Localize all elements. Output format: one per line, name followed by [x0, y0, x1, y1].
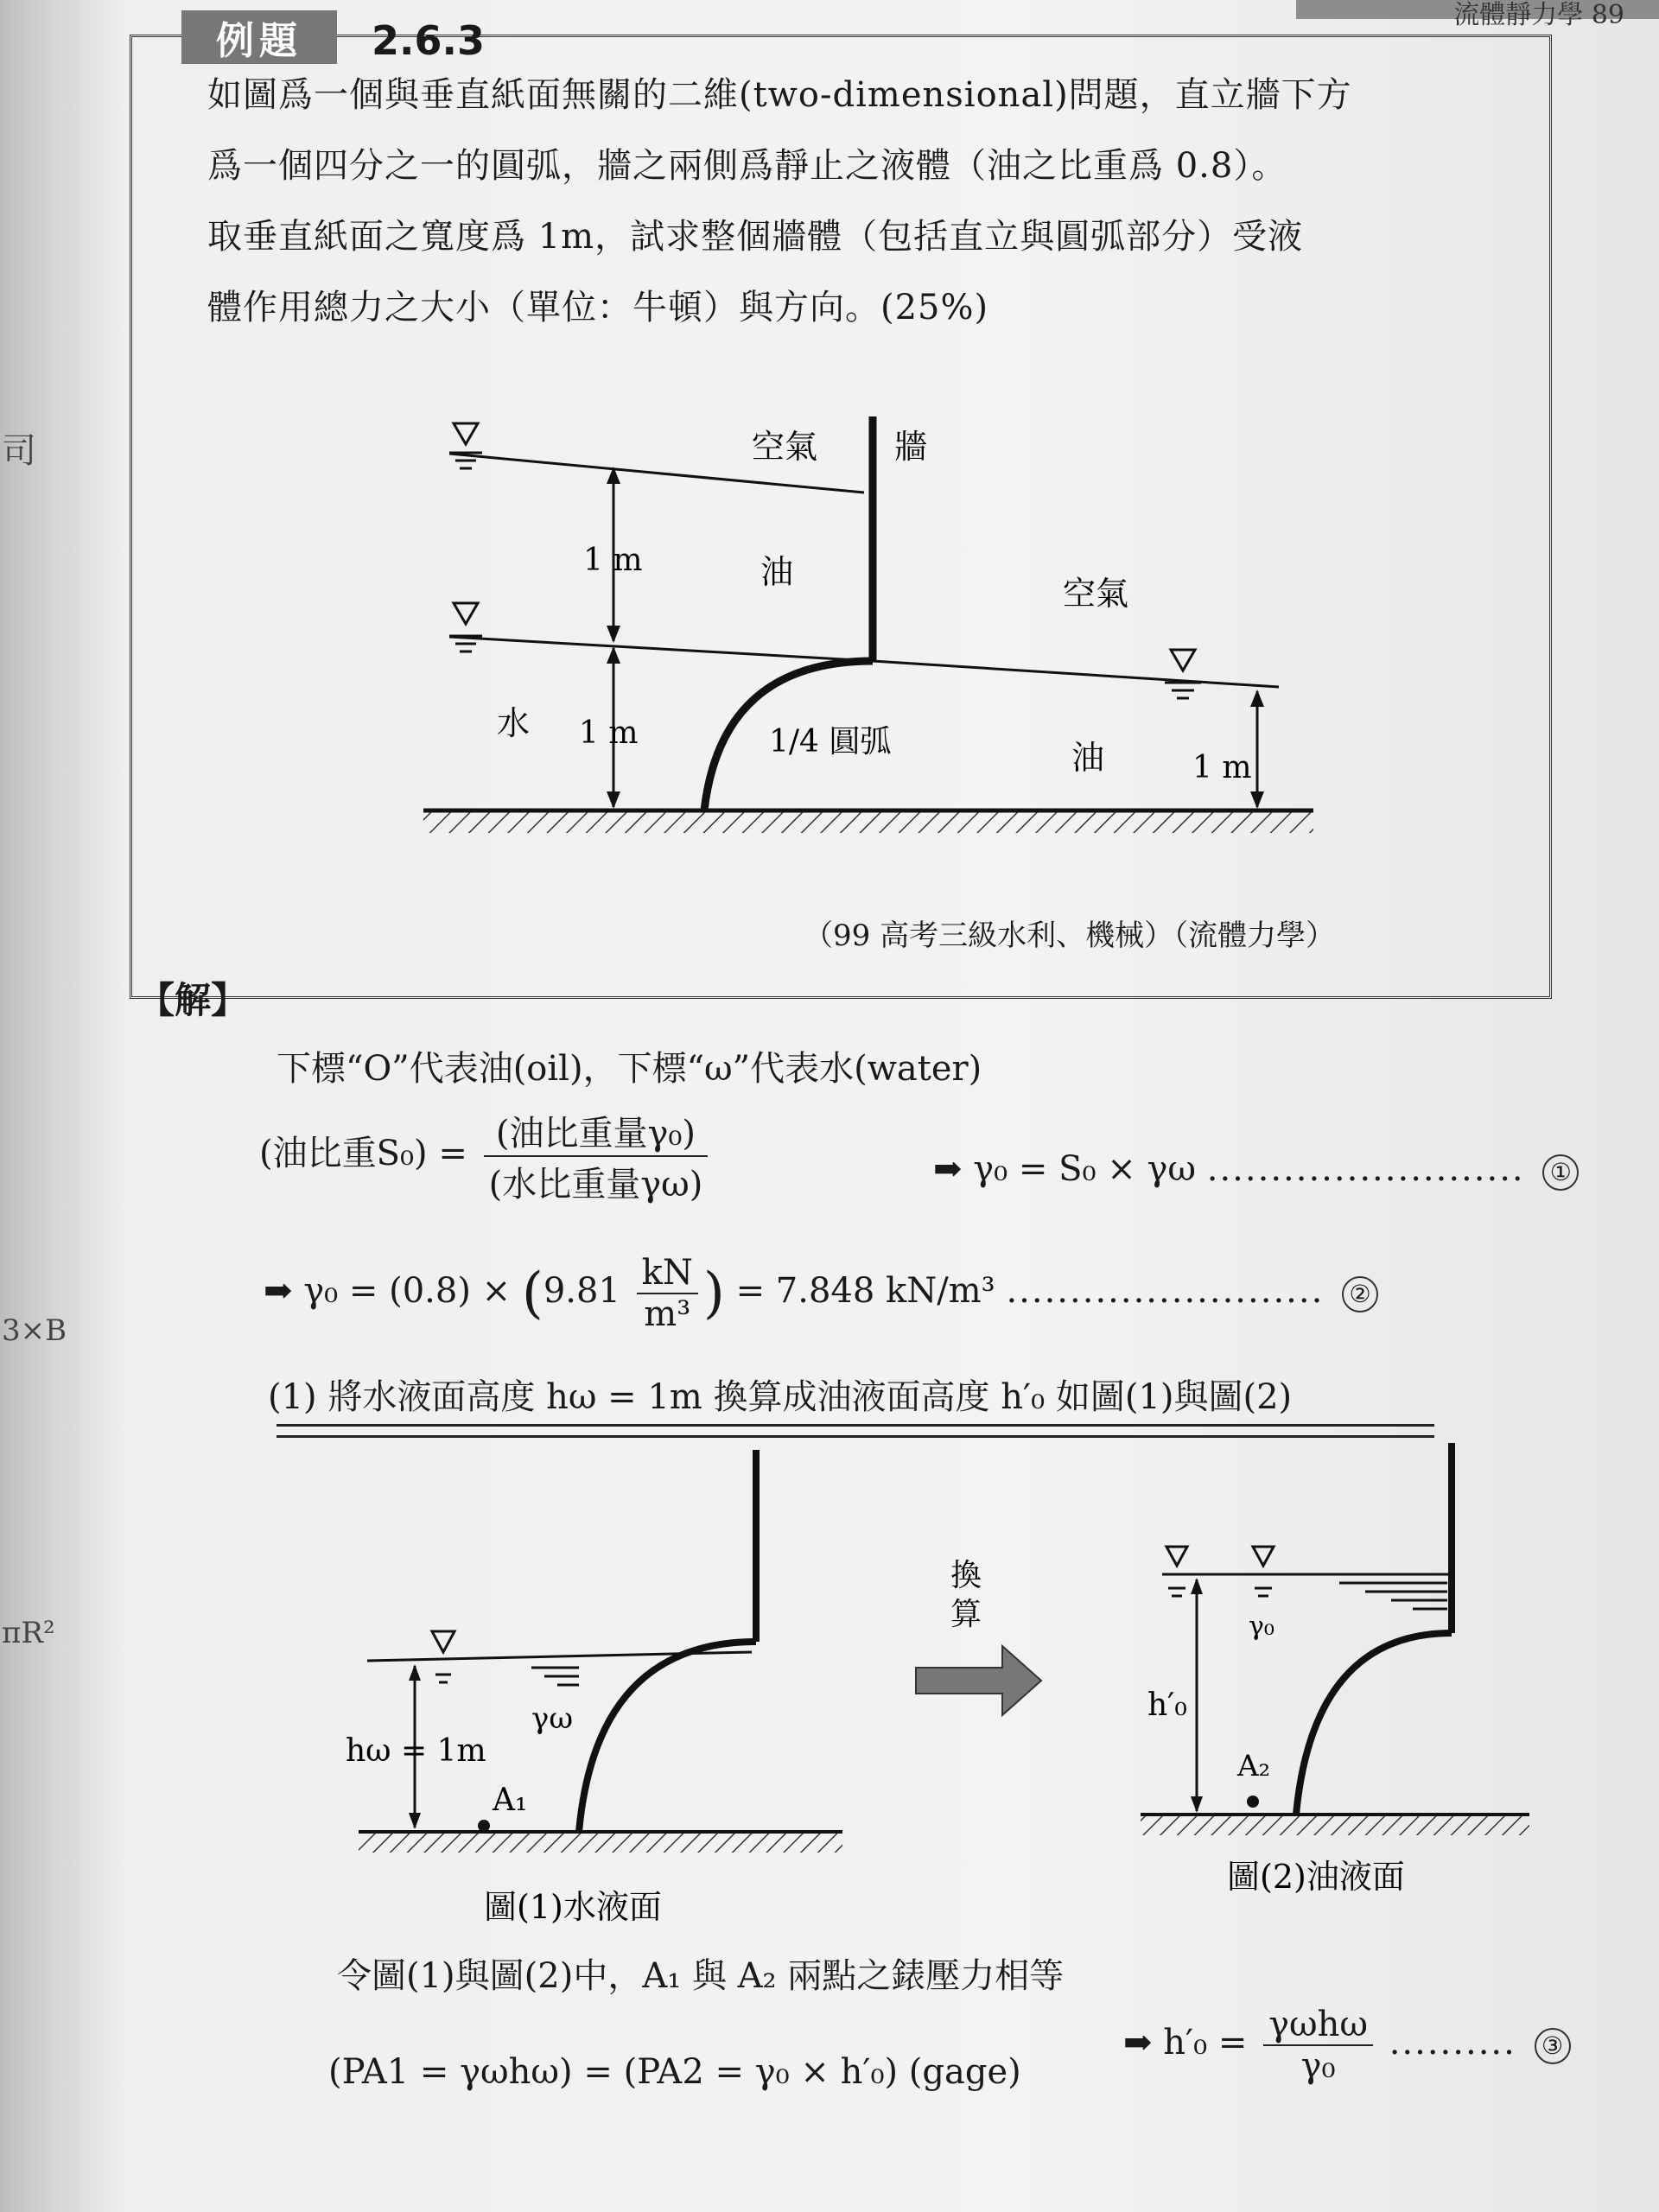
surface-lines-icon — [531, 1668, 579, 1685]
convert-label-1: 換 — [950, 1558, 982, 1593]
leader-dots: ......................... — [1006, 1271, 1325, 1311]
equation-3-rhs — [1123, 2005, 1571, 2086]
solution-label: 【解】 — [138, 979, 248, 1021]
fig2-height-label: h′₀ — [1147, 1688, 1187, 1723]
step-1-heading: (1) 將水液面高度 hω = 1m 換算成油液面高度 h′₀ 如圖(1)與圖(2) — [268, 1377, 1293, 1417]
eq1-fraction — [484, 1106, 709, 1206]
fig2-gamma-label: γ₀ — [1249, 1611, 1274, 1642]
label-water: 水 — [497, 704, 531, 742]
fig2-point-label: A₂ — [1237, 1749, 1271, 1783]
fig1-gamma-label: γω — [531, 1701, 574, 1736]
surface-marker-icon — [432, 1631, 454, 1682]
fig1-water-surface — [367, 1652, 752, 1661]
problem-line: 如圖爲一個與垂直紙面無關的二維(two-dimensional)問題，直立牆下方 — [207, 75, 1352, 115]
water-oil-interface — [449, 637, 873, 661]
label-air-right: 空氣 — [1063, 575, 1129, 613]
eq1-rhs: ➡ γ₀ = S₀ × γω — [933, 1149, 1197, 1189]
surface-marker-icon — [1165, 650, 1201, 698]
label-oil-left: 油 — [760, 553, 794, 591]
eq1-denominator: (水比重量γω) — [488, 1165, 703, 1205]
eq3-rhs: ➡ h′₀ = — [1123, 2023, 1248, 2063]
surface-lines-icon — [1339, 1583, 1447, 1609]
fig1-point-a1 — [478, 1820, 490, 1832]
label-dim-upper: 1 m — [583, 543, 643, 578]
fig2-dimension-arrow — [1191, 1578, 1203, 1813]
surface-marker-icon — [449, 603, 482, 652]
fig2-caption: 圖(2)油液面 — [1227, 1858, 1405, 1896]
eq2-lhs: ➡ γ₀ = (0.8) × — [264, 1271, 512, 1311]
eq1-ref: ① — [1542, 1154, 1579, 1191]
example-tag: 例題 — [181, 10, 337, 64]
problem-source: （99 高考三級水利、機械）（流體力學） — [804, 918, 1336, 953]
equation-1 — [259, 1106, 713, 1206]
convert-arrow-icon — [916, 1646, 1041, 1715]
margin-formula: 3×B — [2, 1313, 67, 1348]
wall-figure — [415, 397, 1331, 899]
fig1-point-label: A₁ — [493, 1783, 528, 1818]
problem-line: 爲一個四分之一的圓弧，牆之兩側爲靜止之液體（油之比重爲 0.8）。 — [207, 146, 1287, 186]
margin-char: 司 — [2, 431, 36, 471]
eq3-fraction — [1263, 2005, 1373, 2086]
left-page-edge — [0, 0, 65, 2212]
surface-marker-icon — [1253, 1547, 1274, 1596]
label-air-left: 空氣 — [752, 428, 818, 466]
problem-line: 取垂直紙面之寬度爲 1m，試求整個牆體（包括直立與圓弧部分）受液 — [207, 217, 1304, 257]
equal-pressure-line: 令圖(1)與圖(2)中，A₁ 與 A₂ 兩點之錶壓力相等 — [337, 1956, 1065, 1996]
eq1-lhs: (油比重S₀) = — [259, 1134, 467, 1173]
surface-marker-icon — [449, 423, 482, 468]
eq1-numerator: (油比重量γ₀) — [484, 1106, 709, 1157]
fig1-caption: 圖(1)水液面 — [484, 1888, 662, 1926]
label-dim-lower: 1 m — [579, 715, 639, 751]
example-number: 2.6.3 — [372, 17, 485, 64]
eq2-unit-numerator: kN — [637, 1253, 698, 1294]
margin-formula: πR² — [2, 1616, 55, 1650]
eq3-ref: ③ — [1535, 2028, 1571, 2064]
fig1-ground-hatch — [359, 1832, 842, 1853]
eq2-unit-denominator: m³ — [644, 1294, 691, 1334]
conversion-figure — [346, 1434, 1538, 1953]
dimension-arrow-right — [1250, 690, 1264, 809]
fig1-arc — [579, 1642, 756, 1832]
subscript-note: 下標“O”代表油(oil)，下標“ω”代表水(water) — [276, 1049, 982, 1089]
leader-dots: ......................... — [1206, 1149, 1525, 1189]
fig2-arc — [1296, 1633, 1452, 1815]
ground-hatch — [423, 810, 1313, 833]
equation-2: ➡ γ₀ = (0.8) × (9.81 $\frac{kN}{\text{m³}}$ ) = 7.848 kN/m³ ......................... ② — [264, 1253, 1378, 1334]
label-arc: 1/4 圓弧 — [769, 724, 892, 760]
eq3-numerator: γωhω — [1263, 2005, 1373, 2046]
running-head: 流體靜力學 89 — [1453, 0, 1624, 30]
eq2-ref: ② — [1342, 1276, 1378, 1313]
equation-3-lhs: (PA1 = γωhω) = (PA2 = γ₀ × h′₀) (gage) — [328, 2052, 1021, 2092]
convert-label-2: 算 — [950, 1597, 982, 1632]
label-oil-right: 油 — [1071, 739, 1105, 777]
problem-line: 體作用總力之大小（單位：牛頓）與方向。(25%) — [207, 288, 989, 327]
eq2-rhs: = 7.848 kN/m³ — [735, 1271, 995, 1311]
label-wall: 牆 — [894, 428, 928, 466]
surface-marker-icon — [1166, 1547, 1187, 1596]
fig1-height-label: hω = 1m — [346, 1733, 486, 1769]
eq3-denominator: γ₀ — [1300, 2046, 1336, 2086]
oil-surface-right — [873, 661, 1279, 687]
eq2-unit — [637, 1253, 698, 1334]
equation-1-result — [933, 1149, 1579, 1191]
leader-dots-short: .......... — [1389, 2023, 1516, 2063]
fig2-point-a2 — [1247, 1796, 1259, 1808]
eq2-value: 9.81 — [543, 1271, 620, 1311]
label-dim-right: 1 m — [1192, 750, 1252, 785]
fig2-ground-hatch — [1141, 1815, 1529, 1835]
